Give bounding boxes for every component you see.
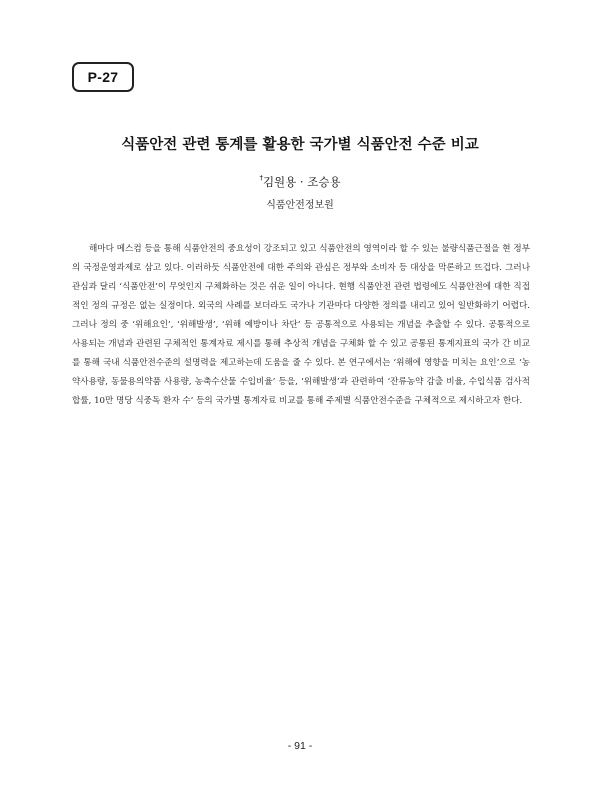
poster-code-badge [72, 62, 134, 92]
author-line [0, 174, 600, 190]
abstract-body: 해마다 메스컴 등을 통해 식품안전의 중요성이 강조되고 있고 식품안전의 영역이라 할 수 있는 불량식품근절을 현 정부의 국정운영과제로 삼고 있다. 이러하듯 식품안전에 대한 주의와 관심은 정부와 소비자 등 대상을 막론하고 뜨겁다. 그러나 관심과 달리 ‘식품안전’이 무엇인지 구체화하는 것은 쉬운 일이 아니다. 현행 식품안전 관련 법령에도 식품안전에 대한 직접적인 정의 규정은 없는 실정이다. 외국의 사례를 보더라도 국가나 기관마다 다양한 정의를 내리고 있어 일반화하기 어렵다. 그러나 정의 중 ‘위해요인’, ‘위해발생’, ‘위해 예방이나 차단’ 등 공통적으로 사용되는 개념을 추출할 수 있다. 공통적으로 사용되는 개념과 관련된 구체적인 통계자료 제시를 통해 추상적 개념을 구체화 할 수 있고 공통된 통계지표의 국가 간 비교를 통해 국내 식품안전수준의 설명력을 제고하는데 도움을 줄 수 있다. 본 연구에서는 ‘위해에 영향을 미치는 요인’으로 ‘농약사용량, 동물용의약품 사용량, 농축수산물 수입비율’ 등을, ‘위해발생’과 관련하여 ‘잔류농약 감출 비율, 수입식품 검사적합률, 10만 명당 식중독 환자 수’ 등의 국가별 통계자료 비교를 통해 주제별 식품안전수준을 구체적으로 제시하고자 한다. [72, 244, 530, 406]
author-affiliation: 식품안전정보원 [266, 200, 334, 211]
page-number: - 91 - [287, 740, 313, 752]
poster-code: P-27 [87, 69, 119, 85]
corresponding-author-mark: † [259, 174, 263, 182]
paper-title: 식품안전 관련 통계를 활용한 국가별 식품안전 수준 비교 [121, 137, 479, 153]
author-names: 김원용 · 조승용 [262, 175, 341, 189]
